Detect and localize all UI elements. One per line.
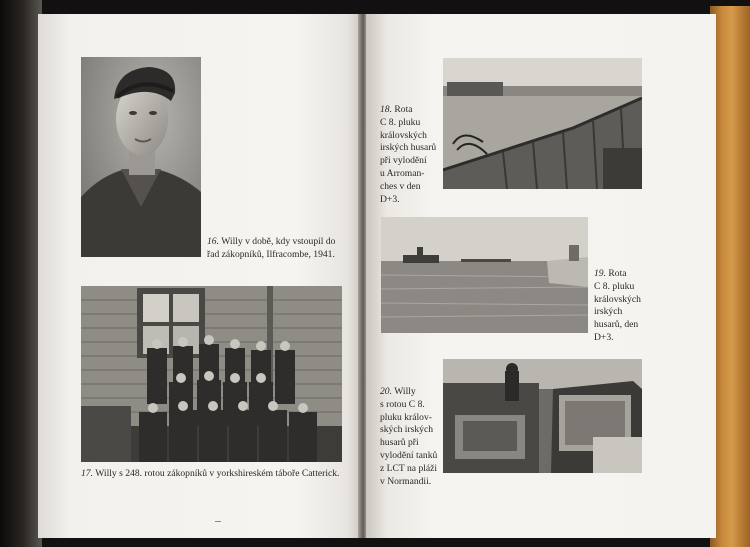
caption-18-line-1: Rota (394, 104, 413, 115)
caption-20-line-7: z LCT na pláži (380, 462, 438, 474)
caption-19-number: 19. (594, 268, 606, 279)
caption-17 (81, 468, 351, 481)
caption-20-line-6: vylodění tanků (380, 449, 438, 461)
caption-20-line-1: Willy (394, 386, 416, 397)
caption-19 (594, 268, 654, 345)
caption-19-line-6: D+3. (594, 331, 614, 343)
caption-16-text: Willy v době, kdy vstoupil do řad zákopníků, Ilfracombe, 1941. (207, 236, 336, 260)
page-mark-left (215, 521, 221, 522)
caption-20-line-8: v Normandii. (380, 475, 432, 487)
caption-19-line-2: C 8. pluku (594, 280, 635, 292)
caption-18 (380, 104, 440, 206)
caption-19-line-3: královských (594, 293, 641, 305)
caption-18-line-8: D+3. (380, 193, 400, 205)
caption-17-text: Willy s 248. rotou zákopníků v yorkshireském táboře Catterick. (95, 468, 340, 479)
caption-16-number: 16. (207, 236, 219, 247)
photo-16-portrait (81, 57, 201, 257)
caption-20-line-5: husarů při (380, 437, 419, 449)
caption-17-number: 17. (81, 468, 93, 479)
caption-20 (380, 386, 444, 488)
caption-18-line-7: ches v den (380, 180, 421, 192)
caption-16 (207, 236, 347, 262)
photo-17-group (81, 286, 342, 462)
caption-18-line-6: u Arroman- (380, 167, 425, 179)
caption-19-line-5: husarů, den (594, 319, 639, 331)
photo-20-tanks (443, 359, 642, 473)
caption-18-line-5: při vylodění (380, 155, 427, 167)
caption-18-line-2: C 8. pluku (380, 116, 421, 128)
caption-18-line-4: irských husarů (380, 142, 437, 154)
book-spine (710, 6, 750, 547)
caption-20-line-2: s rotou C 8. (380, 398, 425, 410)
photo-19-sea (381, 217, 588, 333)
caption-19-line-1: Rota (608, 268, 627, 279)
caption-20-line-4: ských irských (380, 424, 434, 436)
photo-18-landing (443, 58, 642, 189)
caption-18-number: 18. (380, 104, 392, 115)
left-edge-shadow (0, 0, 42, 547)
caption-19-line-4: irských (594, 306, 623, 318)
caption-20-line-3: pluku králov- (380, 411, 432, 423)
caption-20-number: 20. (380, 386, 392, 397)
caption-18-line-3: královských (380, 129, 427, 141)
